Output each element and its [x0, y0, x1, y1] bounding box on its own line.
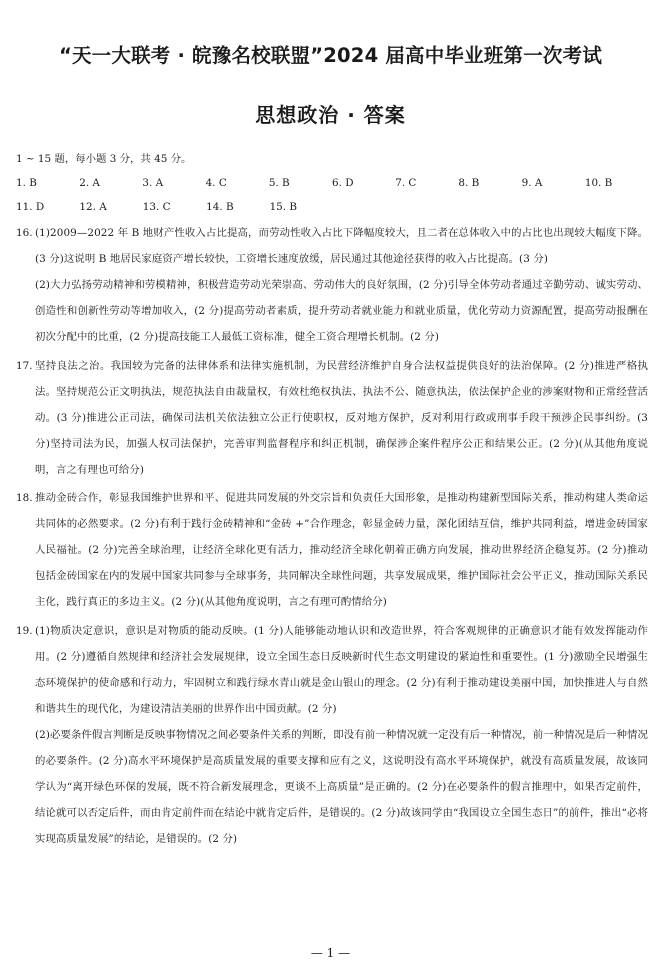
- answer-item: 5. B: [268, 177, 290, 189]
- answer-item: 7. C: [395, 177, 417, 189]
- answer-item: 12. A: [79, 201, 107, 213]
- answer-paragraph: 坚持良法之治。我国较为完备的法律体系和法律实施机制，为民营经济维护自身合法权益提供良好的法治保障。(2 分)推进严格执法。坚持规范公正文明执法，规范执法自由裁量权，有效杜绝权执法、执法不公、随意执法，依法保护企业的涉案财物和正常经营活动。(3 分)推进公正司法，确保司法机关依法独立公正行使职权，反对地方保护，反对利用行政或刑事手段干预涉企民事纠纷。(3 分)坚持司法为民，加强人权司法保护，完善审判监督程序和纠正机制，确保涉企案件程序公正和结果公正。(2 分)(从其他角度说明，言之有理也可给分): [35, 360, 648, 476]
- question-number: 16.: [16, 227, 33, 239]
- answer-item: 8. B: [458, 177, 480, 189]
- answer-paragraph: (1)2009—2022 年 B 地财产性收入占比提高，而劳动性收入占比下降幅度较大，且二者在总体收入中的占比也出现较大幅度下降。(3 分)这说明 B 地居民家庭资产增长较快，工资增长速度放缓，居民通过其他途径获得的收入占比提高。(3 分): [35, 227, 648, 265]
- answer-item: 1. B: [16, 177, 37, 189]
- page-number: — 1 —: [310, 946, 351, 960]
- answer-item: 10. B: [584, 177, 613, 189]
- multiple-choice-summary: 1 ~ 15 题，每小题 3 分，共 45 分。: [16, 153, 192, 165]
- question-number: 18.: [16, 492, 33, 504]
- answer-item: 13. C: [142, 201, 171, 213]
- answer-item: 3. A: [142, 177, 164, 189]
- document-subtitle: 思想政治 · 答案: [255, 103, 406, 127]
- answer-item: 15. B: [269, 201, 298, 213]
- question-18: [16, 485, 648, 615]
- question-17: [16, 353, 648, 483]
- answer-item: 11. D: [16, 201, 45, 213]
- answer-item: 14. B: [206, 201, 234, 213]
- question-16: [16, 220, 648, 350]
- answer-paragraph: 推动金砖合作，彰显我国维护世界和平、促进共同发展的外交宗旨和负责任大国形象，是推动构建新型国际关系，推动构建人类命运共同体的必然要求。(2 分)有利于践行金砖精神和“金砖 +”合作理念，彰显金砖力量，深化团结互信，维护共同利益，增进金砖国家人民福祉。(2 分)完善全球治理，让经济全球化更有活力，推动经济全球化朝着正确方向发展，推动世界经济企稳复苏。(2 分)推动包括金砖国家在内的发展中国家共同参与全球事务，共同解决全球性问题，共享发展成果，维护国际社会公平正义，推动国际关系民主化，践行真正的多边主义。(2 分)(从其他角度说明，言之有理可酌情给分): [35, 492, 648, 608]
- question-19: [16, 618, 648, 852]
- question-number: 17.: [16, 360, 33, 372]
- answer-item: 9. A: [521, 177, 543, 189]
- answer-paragraph: (2)必要条件假言判断是反映事物情况之间必要条件关系的判断，即没有前一种情况就一定没有后一种情况，前一种情况是后一种情况的必要条件。(2 分)高水平环境保护是高质量发展的重要支撑和应有之义，这说明没有高水平环境保护，就没有高质量发展，故该同学认为“离开绿色环保的发展，既不符合新发展理念，更谈不上高质量”是正确的。(2 分)在必要条件的假言推理中，如果否定前件，结论就可以否定后件，而由肯定前件而在结论中就肯定后件，是错误的。(2 分)故该同学由“我国设立全国生态日”的前件，推出“必将实现高质量发展”的结论，是错误的。(2 分): [35, 729, 648, 845]
- document-title: “天一大联考 · 皖豫名校联盟”2024 届高中毕业班第一次考试: [58, 44, 603, 67]
- answer-item: 2. A: [79, 177, 100, 189]
- answer-item: 4. C: [205, 177, 227, 189]
- answer-content: [16, 147, 648, 852]
- answer-item: 6. D: [332, 177, 354, 189]
- answer-paragraph: (2)大力弘扬劳动精神和劳模精神，积极营造劳动光荣崇高、劳动伟大的良好氛围，(2 分)引导全体劳动者通过辛勤劳动、诚实劳动、创造性和创新性劳动等增加收入，(2 分)提高劳动者素质，提升劳动者就业能力和就业质量，优化劳动力资源配置，提高劳动报酬在初次分配中的比重，(2 分)提高技能工人最低工资标准，健全工资合理增长机制。(2 分): [35, 279, 648, 343]
- answer-row: [16, 195, 648, 219]
- question-number: 19.: [16, 625, 33, 637]
- answer-row: [16, 171, 648, 195]
- answer-paragraph: (1)物质决定意识，意识是对物质的能动反映。(1 分)人能够能动地认识和改造世界，符合客观规律的正确意识才能有效发挥能动作用。(2 分)遵循自然规律和经济社会发展规律，设立全国生态日反映新时代生态文明建设的紧迫性和重要性。(1 分)激励全民增强生态环境保护的使命感和行动力，牢固树立和践行绿水青山就是金山银山的理念。(2 分)有利于推动建设美丽中国，加快推进人与自然和谐共生的现代化，为建设清洁美丽的世界作出中国贡献。(2 分): [35, 625, 648, 715]
